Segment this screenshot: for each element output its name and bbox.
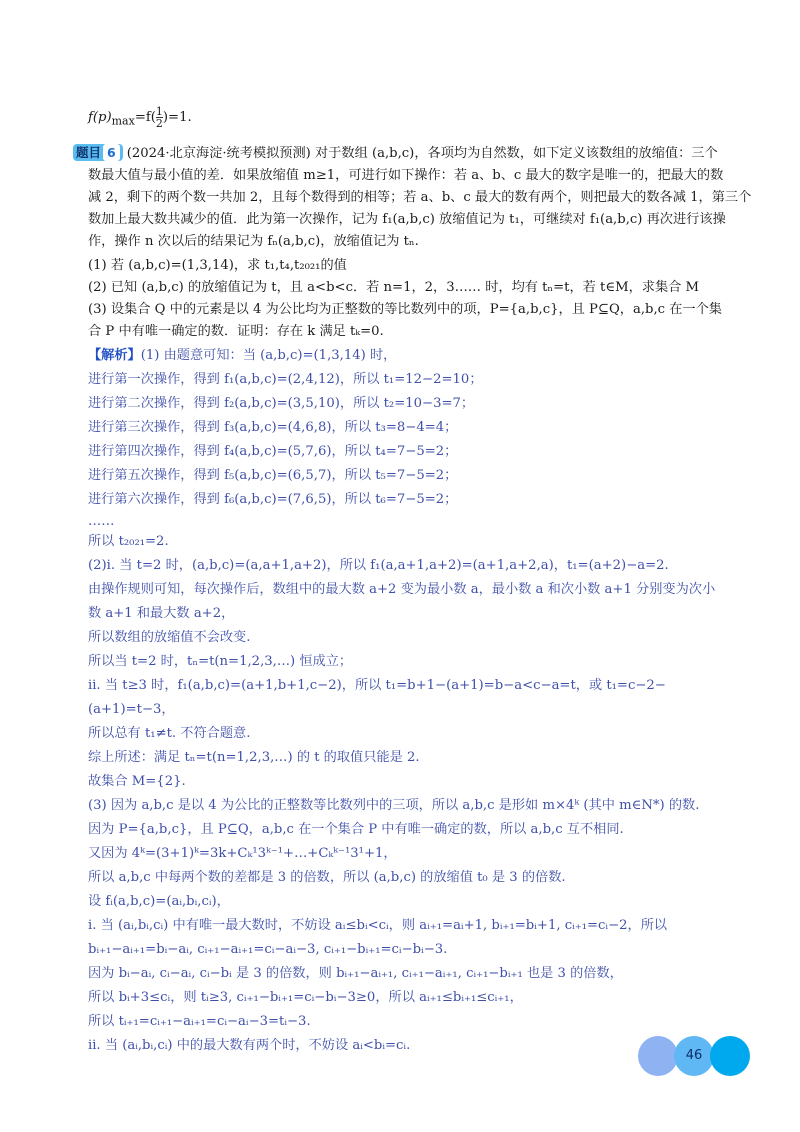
- problem-line-0: [73, 144, 732, 164]
- solution-line: 所以当 t=2 时，tₙ=t(n=1,2,3,…) 恒成立；: [88, 654, 353, 669]
- solution-line: 所以 tᵢ₊₁=cᵢ₊₁−aᵢ₊₁=cᵢ−aᵢ−3=tᵢ−3.: [88, 1014, 311, 1029]
- problem-tag-label: 题目: [76, 145, 102, 160]
- solution-line: 进行第二次操作，得到 f₂(a,b,c)=(3,5,10)，所以 t₂=10−3=7；: [88, 396, 475, 411]
- solution-line: (a+1)=t−3，: [88, 702, 175, 717]
- fraction-denominator: 2: [155, 117, 163, 130]
- problem-line-4: 作，操作 n 次以后的结果记为 fₙ(a,b,c)，放缩值记为 tₙ.: [88, 234, 419, 249]
- solution-line: 故集合 M={2}.: [88, 774, 186, 789]
- solution-line: i. 当 (aᵢ,bᵢ,cᵢ) 中有唯一最大数时，不妨设 aᵢ≤bᵢ<cᵢ，则 aᵢ₊₁=aᵢ+1, bᵢ₊₁=bᵢ+1, cᵢ₊₁=cᵢ−2，所以: [88, 918, 668, 933]
- solution-line: 所以总有 t₁≠t. 不符合题意.: [88, 726, 251, 741]
- solution-line: 综上所述：满足 tₙ=t(n=1,2,3,…) 的 t 的取值只能是 2.: [88, 750, 420, 765]
- solution-line-0: [88, 346, 732, 366]
- solution-line: 因为 bᵢ−aᵢ, cᵢ−aᵢ, cᵢ−bᵢ 是 3 的倍数，则 bᵢ₊₁−aᵢ₊₁, cᵢ₊₁−aᵢ₊₁, cᵢ₊₁−bᵢ₊₁ 也是 3 的倍数，: [88, 966, 623, 981]
- solution-line: 所以 a,b,c 中每两个数的差都是 3 的倍数，所以 (a,b,c) 的放缩值 t₀ 是 3 的倍数.: [88, 870, 566, 885]
- decor-circle-right: [710, 1036, 750, 1076]
- solution-line: 设 fᵢ(a,b,c)=(aᵢ,bᵢ,cᵢ)，: [88, 894, 230, 909]
- solution-line: 进行第一次操作，得到 f₁(a,b,c)=(2,4,12)，所以 t₁=12−2=10；: [88, 372, 483, 387]
- problem-tag-number: 6: [103, 144, 120, 161]
- solution-line: 进行第四次操作，得到 f₄(a,b,c)=(5,7,6)，所以 t₄=7−5=2；: [88, 444, 458, 459]
- formula-right: )=1.: [162, 110, 192, 125]
- problem-line-2: 减 2，剩下的两个数一共加 2，且每个数得到的相等；若 a、b、c 最大的数有两个，则把最大的数各减 1，第三个: [88, 190, 752, 205]
- page-number-badge: [638, 1036, 754, 1076]
- solution-line: ……: [88, 514, 115, 529]
- solution-first-text: (1) 由题意可知：当 (a,b,c)=(1,3,14) 时，: [140, 348, 397, 363]
- solution-line: (3) 因为 a,b,c 是以 4 为公比的正整数等比数列中的三项，所以 a,b,c 是形如 m×4ᵏ (其中 m∈N*) 的数.: [88, 798, 700, 813]
- problem-tag: [73, 144, 123, 161]
- solution-line: 进行第六次操作，得到 f₆(a,b,c)=(7,6,5)，所以 t₆=7−5=2；: [88, 492, 458, 507]
- solution-line: 所以数组的放缩值不会改变.: [88, 630, 251, 645]
- solution-line: 所以 bᵢ+3≤cᵢ，则 tᵢ≥3, cᵢ₊₁−bᵢ₊₁=cᵢ−bᵢ−3≥0，所以 aᵢ₊₁≤bᵢ₊₁≤cᵢ₊₁，: [88, 990, 523, 1005]
- problem-line-3: 数加上最大数共减少的值．此为第一次操作，记为 f₁(a,b,c) 放缩值记为 t₁，可继续对 f₁(a,b,c) 再次进行该操: [88, 212, 726, 227]
- fraction-one-half: [156, 106, 163, 129]
- problem-line-6: (2) 已知 (a,b,c) 的放缩值记为 t，且 a<b<c．若 n=1，2，3…… 时，均有 tₙ=t，若 t∈M，求集合 M: [88, 280, 700, 295]
- top-formula: [88, 106, 732, 132]
- solution-line: 数 a+1 和最大数 a+2，: [88, 606, 235, 621]
- formula-sub-max: max: [111, 114, 135, 128]
- problem-line-7: (3) 设集合 Q 中的元素是以 4 为公比均为正整数的等比数列中的项，P={a,b,c}，且 P⊆Q，a,b,c 在一个集: [88, 302, 722, 317]
- solution-line: 因为 P={a,b,c}，且 P⊆Q，a,b,c 在一个集合 P 中有唯一确定的数，所以 a,b,c 互不相同.: [88, 822, 624, 837]
- problem-line-5: (1) 若 (a,b,c)=(1,3,14)，求 t₁,t₄,t₂₀₂₁的值: [88, 258, 347, 273]
- solution-line: 进行第五次操作，得到 f₅(a,b,c)=(6,5,7)，所以 t₅=7−5=2；: [88, 468, 458, 483]
- formula-mid: =f(: [134, 110, 156, 125]
- solution-label: 【解析】: [88, 348, 141, 363]
- solution-line: 又因为 4ᵏ=(3+1)ᵏ=3k+Cₖ¹3ᵏ⁻¹+…+Cₖᵏ⁻¹3¹+1，: [88, 846, 397, 861]
- solution-line: 进行第三次操作，得到 f₃(a,b,c)=(4,6,8)，所以 t₃=8−4=4；: [88, 420, 458, 435]
- solution-line: 所以 t₂₀₂₁=2.: [88, 534, 169, 549]
- problem-line-1: 数最大值与最小值的差．如果放缩值 m≥1，可进行如下操作：若 a、b、c 最大的数字是唯一的，把最大的数: [88, 168, 724, 183]
- solution-line: (2)i. 当 t=2 时，(a,b,c)=(a,a+1,a+2)，所以 f₁(a,a+1,a+2)=(a+1,a+2,a)，t₁=(a+2)−a=2.: [88, 558, 669, 573]
- solution-line: bᵢ₊₁−aᵢ₊₁=bᵢ−aᵢ, cᵢ₊₁−aᵢ₊₁=cᵢ−aᵢ−3, cᵢ₊₁−bᵢ₊₁=cᵢ−bᵢ−3.: [88, 942, 448, 957]
- problem-text: (2024·北京海淀·统考模拟预测) 对于数组 (a,b,c)，各项均为自然数，如下定义该数组的放缩值：三个: [126, 146, 718, 161]
- page-number: 46: [685, 1048, 703, 1063]
- solution-line: 由操作规则可知，每次操作后，数组中的最大数 a+2 变为最小数 a，最小数 a 和次小数 a+1 分别变为次小: [88, 582, 716, 597]
- formula-f-p: f(p): [88, 110, 112, 125]
- solution-line: ii. 当 (aᵢ,bᵢ,cᵢ) 中的最大数有两个时，不妨设 aᵢ<bᵢ=cᵢ.: [88, 1038, 411, 1053]
- decor-circle-left: [638, 1036, 678, 1076]
- solution-line: ii. 当 t≥3 时，f₁(a,b,c)=(a+1,b+1,c−2)，所以 t₁=b+1−(a+1)=b−a<c−a=t，或 t₁=c−2−: [88, 678, 666, 693]
- fraction-numerator: 1: [155, 105, 163, 118]
- problem-line-8: 合 P 中有唯一确定的数．证明：存在 k 满足 tₖ=0.: [88, 324, 384, 339]
